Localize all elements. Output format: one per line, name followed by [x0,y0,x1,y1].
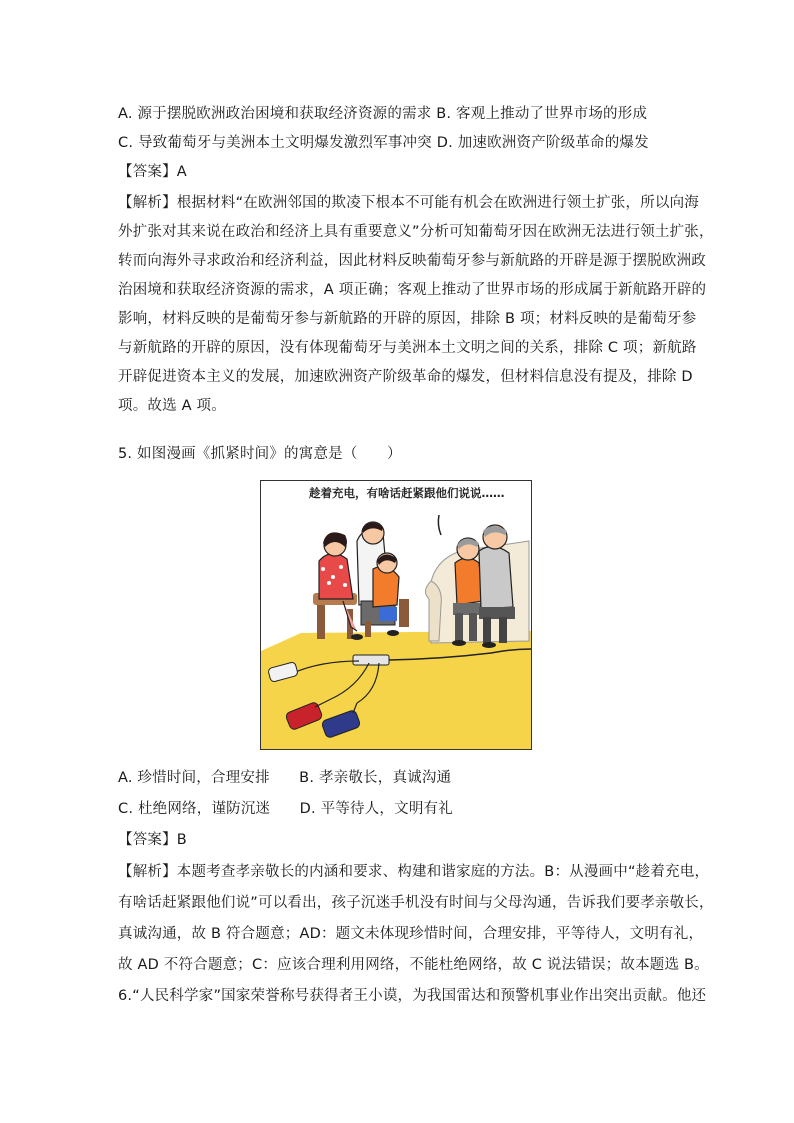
q4-answer: 【答案】A [118,164,187,180]
q4-analysis-line: 与新航路的开辟的原因，没有体现葡萄牙与美洲本土文明之间的关系，排除 C 项；新航路 [118,340,697,356]
q4-analysis-line: 开辟促进资本主义的发展，加速欧洲资产阶级革命的爆发，但材料信息没有提及，排除 D [118,369,693,385]
q4-analysis-line: 项。故选 A 项。 [118,398,226,414]
cartoon-illustration [261,481,531,749]
q4-analysis-line: 【解析】根据材料“在欧洲邻国的欺凌下根本不可能有机会在欧洲进行领土扩张，所以向海 [118,195,700,211]
q5-options-ab: A. 珍惜时间，合理安排 B. 孝亲敬长，真诚沟通 [118,770,452,786]
q5-analysis-line: 真诚沟通，故 B 符合题意；AD：题文未体现珍惜时间，合理安排，平等待人，文明有礼， [118,926,704,942]
q4-options-ab: A. 源于摆脱欧洲政治困境和获取经济资源的需求 B. 客观上推动了世界市场的形成 [118,106,648,122]
q5-analysis-line: 【解析】本题考查孝亲敬长的内涵和要求、构建和谐家庭的方法。B：从漫画中“趁着充电， [118,864,710,880]
floor-shape [261,631,531,749]
cartoon-figure [260,480,532,750]
q4-analysis-line: 外扩张对其来说在政治和经济上具有重要意义”分析可知葡萄牙因在欧洲无法进行领土扩张， [118,224,714,240]
q6-stem: 6.“人民科学家”国家荣誉称号获得者王小谟，为我国雷达和预警机事业作出突出贡献。他还 [118,988,707,1004]
q5-answer: 【答案】B [118,832,187,848]
q4-analysis-line: 影响，材料反映的是葡萄牙参与新航路的开辟的原因，排除 B 项；材料反映的是葡萄牙参 [118,311,697,327]
q5-stem: 5. 如图漫画《抓紧时间》的寓意是（ ） [118,446,402,462]
q5-analysis-line: 故 AD 不符合题意；C：应该合理利用网络，不能杜绝网络，故 C 说法错误；故本题选 B。 [118,957,709,973]
q5-analysis-line: 有啥话赶紧跟他们说”可以看出，孩子沉迷手机没有时间与父母沟通，告诉我们要孝亲敬长， [118,895,714,911]
q5-options-cd: C. 杜绝网络，谨防沉迷 D. 平等待人，文明有礼 [118,801,453,817]
q4-analysis-line: 治困境和获取经济资源的需求，A 项正确；客观上推动了世界市场的形成属于新航路开辟的 [118,282,707,298]
q4-options-cd: C. 导致葡萄牙与美洲本土文明爆发激烈军事冲突 D. 加速欧洲资产阶级革命的爆发 [118,135,649,151]
cartoon-caption: 趁着充电，有啥话赶紧跟他们说说…… [309,486,505,500]
q4-analysis-line: 转而向海外寻求政治和经济利益，因此材料反映葡萄牙参与新航路的开辟是源于摆脱欧洲政 [118,253,706,269]
